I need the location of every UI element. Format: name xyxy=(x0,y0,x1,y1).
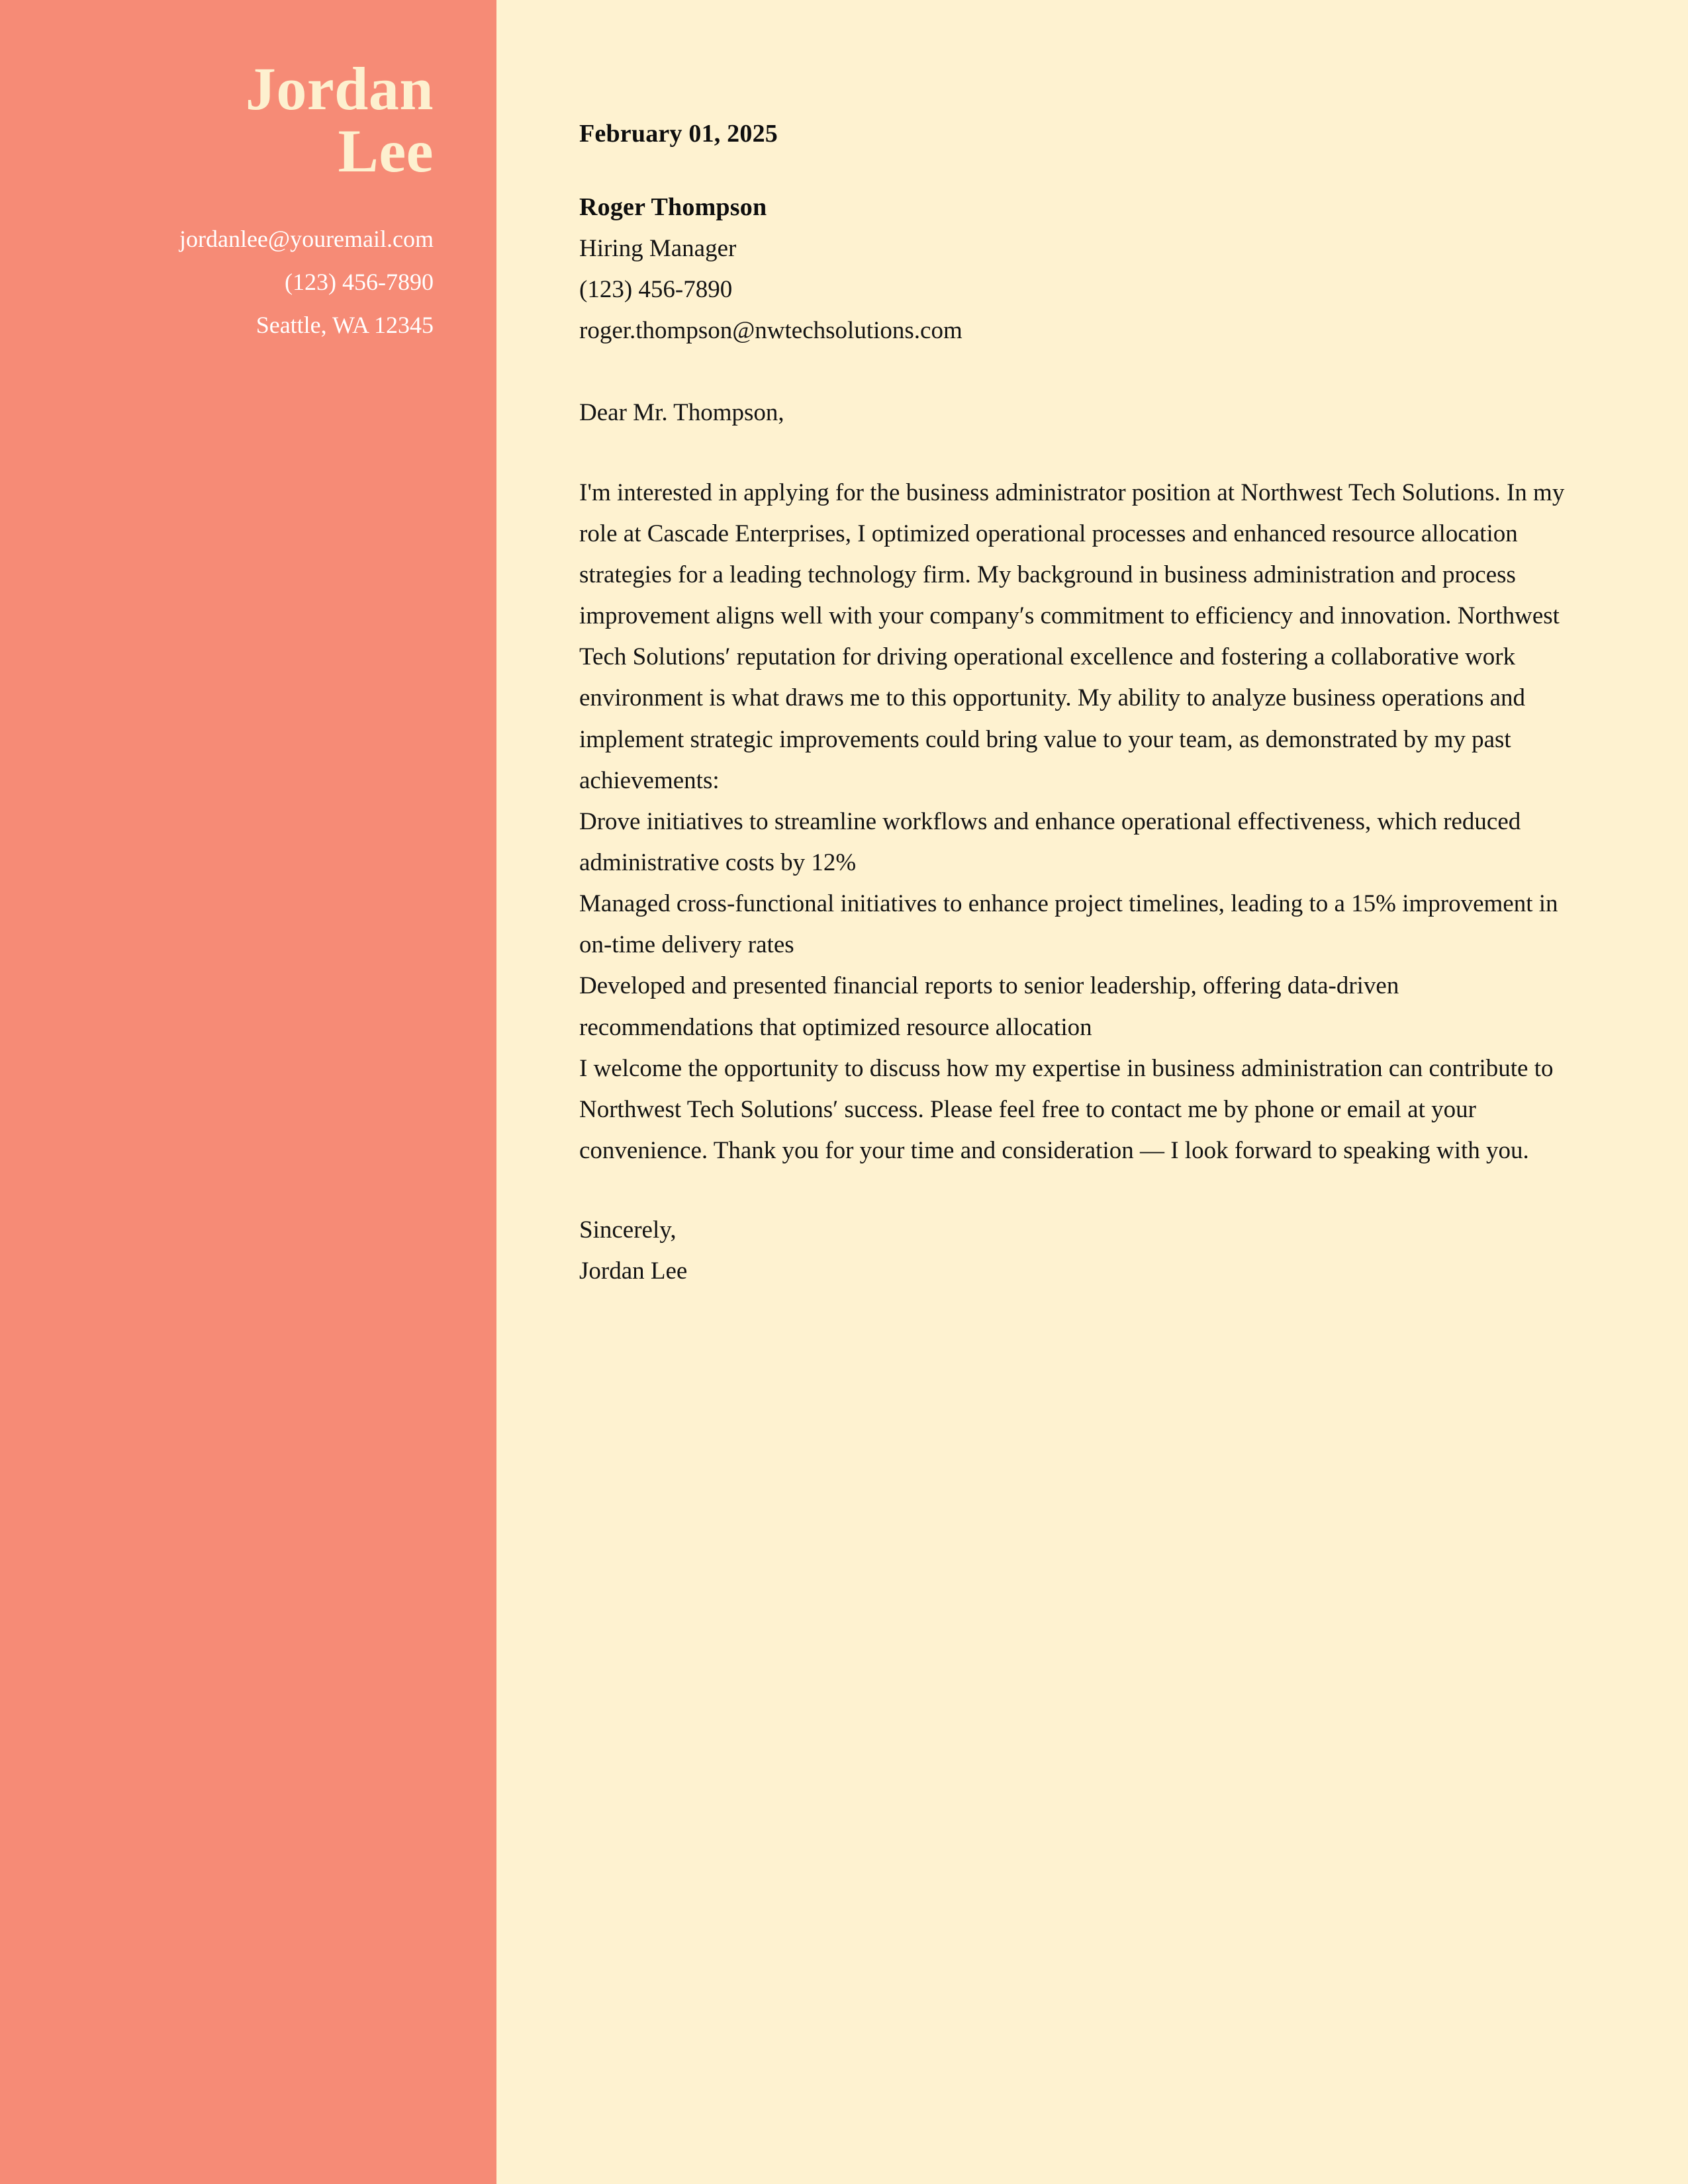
paragraph-closing: I welcome the opportunity to discuss how my expertise in business administration can contribute to Northwest Tech Solutions′ success. Please feel free to contact me by phone or email at your convenience. Thank you for your time and consideration — I look forward to speaking with you. xyxy=(579,1054,1554,1165)
paragraph-achievement-2: Managed cross-functional initiatives to enhance project timelines, leading to a 15% improvement in on-time delivery rates xyxy=(579,890,1558,959)
candidate-name xyxy=(0,55,434,185)
contact-location: Seattle, WA 12345 xyxy=(256,311,434,338)
candidate-last-name: Lee xyxy=(338,116,434,185)
contact-phone[interactable]: (123) 456-7890 xyxy=(285,268,434,295)
closing-signature: Jordan Lee xyxy=(579,1257,688,1285)
closing-salutation: Sincerely, xyxy=(579,1216,677,1244)
letter-paragraphs xyxy=(579,473,1569,1172)
letter-column xyxy=(579,118,1569,1293)
recipient-email[interactable]: roger.thompson@nwtechsolutions.com xyxy=(579,317,962,345)
recipient-title: Hiring Manager xyxy=(579,234,737,262)
recipient-name: Roger Thompson xyxy=(579,193,767,222)
letter-body xyxy=(496,0,1688,2184)
sidebar xyxy=(0,0,496,2184)
paragraph-intro: I'm interested in applying for the business administrator position at Northwest Tech Solutions. In my role at Cascade Enterprises, I optimized operational processes and enhanced resource allocation strategies for a leading technology firm. My background in business administration and process improvement aligns well with your company′s commitment to efficiency and innovation. Northwest Tech Solutions′ reputation for driving operational excellence and fostering a collaborative work environment is what draws me to this opportunity. My ability to analyze business operations and implement strategic improvements could bring value to your team, as demonstrated by my past achievements: xyxy=(579,478,1565,794)
salutation: Dear Mr. Thompson, xyxy=(579,399,784,427)
closing-block xyxy=(579,1210,1569,1292)
paragraph-achievement-3: Developed and presented financial reports to senior leadership, offering data-driven recommendations that optimized resource allocation xyxy=(579,972,1399,1041)
contact-info xyxy=(0,222,434,342)
contact-email[interactable]: jordanlee@youremail.com xyxy=(179,225,434,252)
letter-date: February 01, 2025 xyxy=(579,120,778,148)
candidate-first-name: Jordan xyxy=(245,55,434,122)
paragraph-achievement-1: Drove initiatives to streamline workflows and enhance operational effectiveness, which reduced administrative costs by 12% xyxy=(579,807,1521,876)
sidebar-content xyxy=(0,0,434,351)
recipient-phone[interactable]: (123) 456-7890 xyxy=(579,276,733,304)
recipient-block xyxy=(579,187,1569,351)
